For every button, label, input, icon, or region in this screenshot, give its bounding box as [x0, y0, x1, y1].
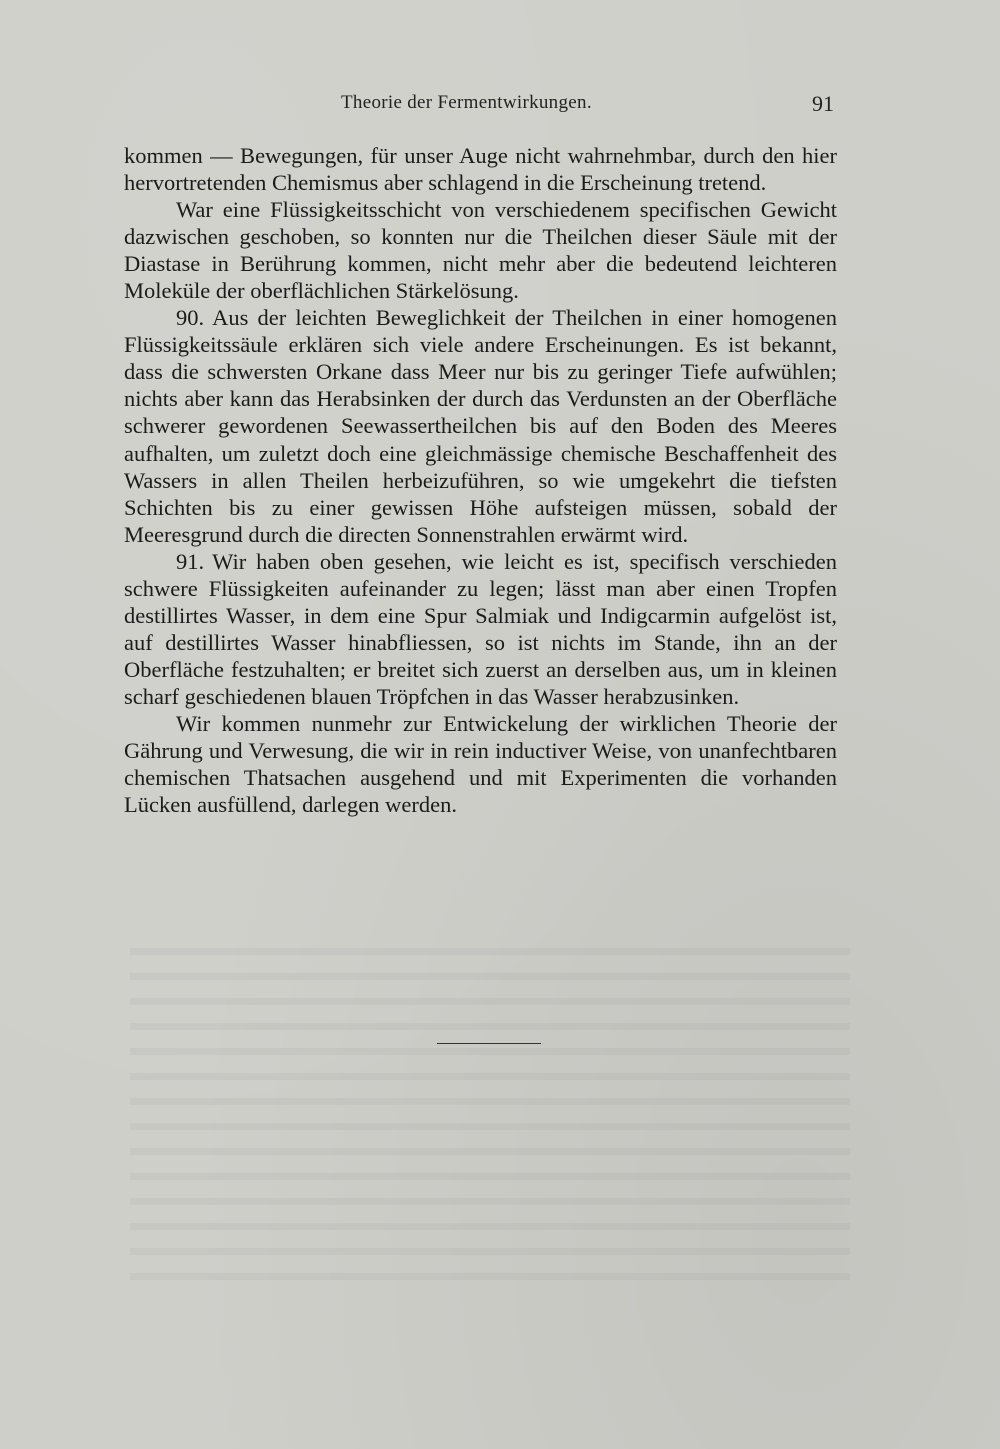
paragraph-90 [124, 304, 837, 547]
body-text [124, 142, 837, 818]
paragraph [124, 196, 837, 304]
section-end-rule [437, 1043, 541, 1044]
paragraph-text: War eine Flüssigkeitsschicht von verschiedenem specifischen Gewicht dazwischen geschoben, so konnten nur die Theilchen dieser Säule mit der Diastase in Berührung kommen, nicht mehr aber die bedeutend leichteren Moleküle der oberflächlichen Stärkelösung. [124, 197, 837, 304]
show-through-texture [130, 930, 850, 1290]
paragraph-continuation [124, 142, 837, 196]
page-number: 91 [812, 91, 834, 116]
paragraph-text: kommen — Bewegungen, für unser Auge nicht wahrnehmbar, durch den hier hervortretenden Chemismus aber schlagend in die Erscheinung tretend. [124, 143, 837, 196]
paragraph-text: Wir haben oben gesehen, wie leicht es ist, specifisch verschieden schwere Flüssigkeiten aufeinander zu legen; lässt man aber einen Tropfen destillirtes Wasser, in dem eine Spur Salmiak und Indigcarmin aufgelöst ist, auf destillirtes Wasser hinabfliessen, so ist nichts im Stande, ihn an der Oberfläche festzuhalten; er breitet sich zuerst an derselben aus, um in kleinen scharf geschiedenen blauen Tröpfchen in das Wasser herabzusinken. [124, 548, 837, 709]
paragraph-text: Aus der leichten Beweglichkeit der Theilchen in einer homogenen Flüssigkeitssäule erklären sich viele andere Erscheinungen. Es ist bekannt, dass die schwersten Orkane dass Meer nur bis zu geringer Tiefe aufwühlen; nichts aber kann das Herabsinken der durch das Verdunsten an der Oberfläche schwerer gewordenen Seewassertheilchen bis auf den Boden des Meeres aufhalten, um zuletzt doch eine gleichmässige chemische Beschaffenheit des Wassers in allen Theilen herbeizuführen, so wie umgekehrt die tiefsten Schichten bis zu einer gewissen Höhe aufsteigen müssen, sobald der Meeresgrund durch die directen Sonnenstrahlen erwärmt wird. [124, 305, 837, 547]
running-title: Theorie der Fermentwirkungen. [341, 92, 592, 113]
section-number: 91. [176, 548, 205, 574]
paragraph-91 [124, 548, 837, 710]
paragraph [124, 710, 837, 818]
section-number: 90. [176, 305, 205, 331]
paragraph-text: Wir kommen nunmehr zur Entwickelung der wirklichen Theorie der Gährung und Verwesung, die wir in rein inductiver Weise, von unanfechtbaren chemischen Thatsachen ausgehend und mit Experimenten die vorhanden Lücken ausfüllend, darlegen werden. [124, 710, 837, 818]
